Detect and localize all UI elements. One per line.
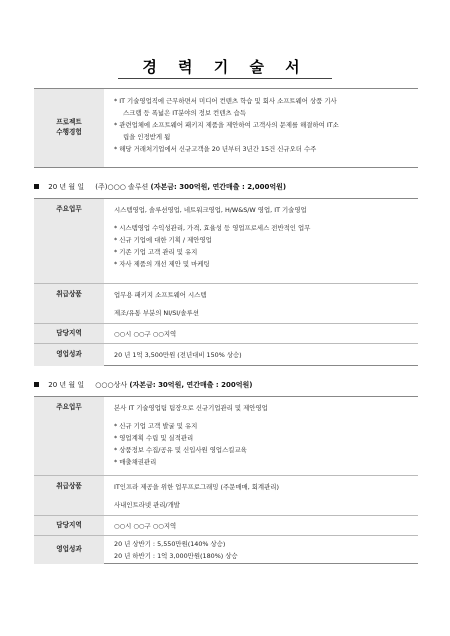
company-header [34,182,286,192]
result-line: 20 년 하반기 : 1억 3,000만원(180%) 상승 [114,552,238,560]
project-label-line2: 수행경험 [56,128,82,136]
duty-line: * 상품정보 수집/공유 및 신입사원 영업스킬교육 [114,446,247,454]
result-line: 20 년 상반기 : 5,550만원(140% 상승) [114,540,226,548]
duty-line: * 신규 기업 고객 발굴 및 유지 [114,422,198,430]
duties-row [34,199,418,283]
company-name: ○○○상사 [95,381,128,389]
project-experience-text [114,95,414,155]
duty-line: * 매출채권관리 [114,458,157,466]
products-label: 취급상품 [34,284,104,324]
region-label: 담당지역 [34,516,104,536]
project-line: 스크랩 등 폭넓은 IT분야의 정보 컨텐츠 습득 [123,109,246,117]
company-1-box [34,198,418,366]
duty-line: * 기존 기업 고객 관리 및 유지 [114,248,198,256]
project-experience-label [34,89,104,167]
company-header [34,380,252,390]
products-label: 취급상품 [34,476,104,516]
company-name: (주)○○○ 솔루션 [95,183,149,191]
square-bullet-icon [34,184,39,189]
duty-line: 본사 IT 기술영업팀 팀장으로 신규기업관리 및 제안영업 [114,404,268,412]
company-2-box [34,396,418,564]
region-row [34,515,418,536]
duty-line: * 신규 기업에 대한 기획 / 제안영업 [114,236,212,244]
region-label: 담당지역 [34,324,104,344]
company-date: 20 년 월 일 [48,381,85,389]
results-value: 20 년 1억 3,500만원 (전년대비 150% 상승) [114,351,242,359]
project-label-line1: 프로젝트 [56,118,82,127]
results-row [34,535,418,564]
duty-line: * 시스템영업 수익성관리, 가격, 효율성 등 영업프로세스 전반적인 업무 [114,224,311,232]
duties-label: 주요업무 [34,397,104,475]
results-row [34,343,418,366]
project-line: * 해당 거래처기업에서 신규고객을 20 년부터 3년간 15건 신규오더 수주 [114,145,317,153]
company-detail: (자본금: 300억원, 연간매출 : 2,000억원) [150,183,287,191]
region-value: ○○시 ○○구 ○○지역 [114,330,177,338]
results-label: 영업성과 [34,344,104,366]
region-value: ○○시 ○○구 ○○지역 [114,522,177,530]
company-detail: (자본금: 30억원, 연간매출 : 200억원) [129,381,253,389]
duty-line: 시스템영업, 솔루션영업, 네트워크영업, H/W&S/W 영업, IT 기술영업 [114,206,307,214]
project-line: * 관련업체에 소프트웨어 패키지 제품을 제안하여 고객사의 문제를 해결하여 IT소 [114,121,339,129]
project-experience-box [34,88,418,168]
products-row [34,475,418,516]
region-row [34,323,418,344]
results-label: 영업성과 [34,536,104,564]
document-title: 경 력 기 술 서 [142,58,308,76]
products-row [34,283,418,324]
company-date: 20 년 월 일 [48,183,85,191]
duties-row [34,397,418,475]
project-line: * IT 기술영업직에 근무하면서 미디어 컨텐츠 학습 및 회사 소프트웨어 상품 기사 [114,97,337,105]
duty-line: * 영업계획 수립 및 실적관리 [114,434,194,442]
duties-label: 주요업무 [34,199,104,283]
square-bullet-icon [34,382,39,387]
product-line: IT인프라 제공을 위한 업무프로그래밍 (주문매매, 회계관리) [114,483,279,491]
title-underline [118,78,332,79]
product-line: 업무용 패키지 소프트웨어 시스템 [114,291,207,299]
duty-line: * 자사 제품의 개선 제안 및 마케팅 [114,260,210,268]
project-line: 립을 인정받게 됨 [123,133,171,141]
product-line: 제조/유통 부분의 NI/SI/솔루션 [114,309,199,317]
product-line: 사내인트라넷 관리/개발 [114,501,180,509]
